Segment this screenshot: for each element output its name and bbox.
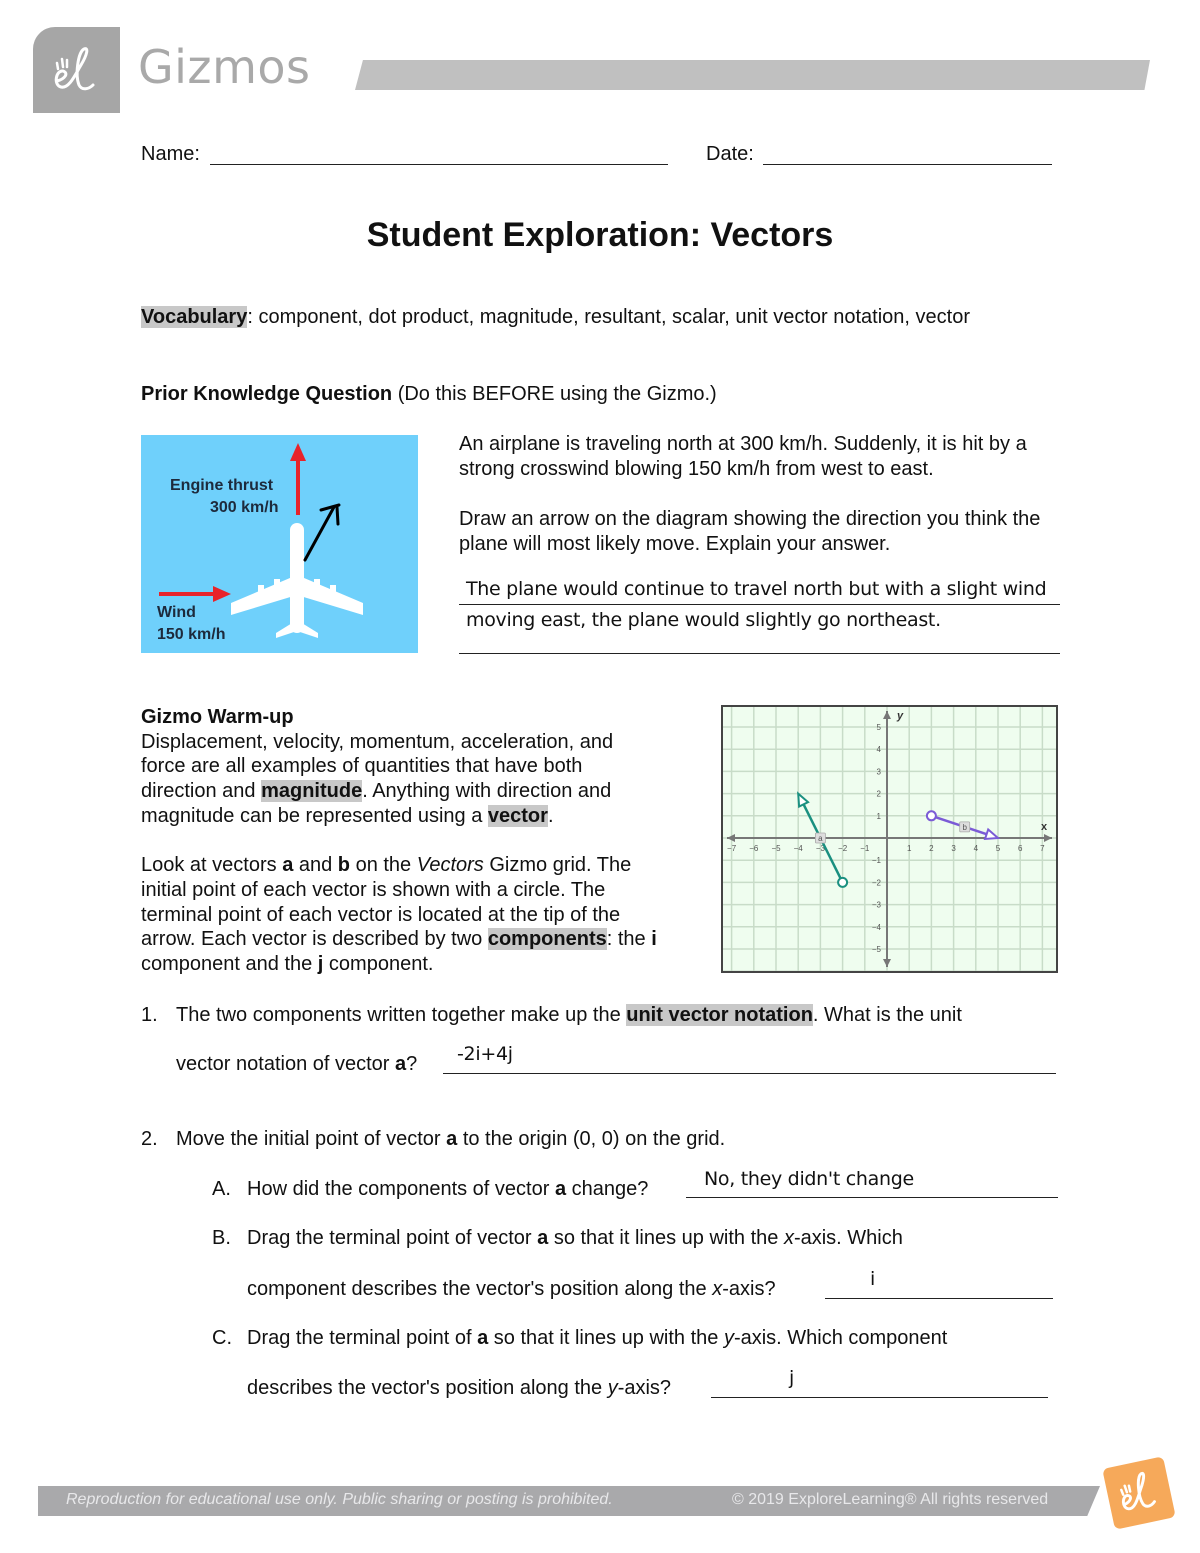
svg-text:Engine thrust: Engine thrust [170,477,274,494]
question-1-text: The two components written together make up the unit vector notation. What is the unit [176,1004,962,1026]
svg-text:6: 6 [1017,844,1023,853]
svg-text:2: 2 [929,844,934,853]
question-2b-answer-field[interactable] [825,1298,1053,1299]
question-2a-answer: No, they didn't change [704,1168,914,1190]
svg-text:−2: −2 [838,844,848,853]
airplane-diagram-svg [141,435,418,653]
svg-text:x: x [1041,821,1048,833]
svg-text:7: 7 [1040,844,1045,853]
question-1-answer: -2i+4j [457,1043,513,1065]
svg-text:−7: −7 [727,844,737,853]
warmup-paragraph-1: Displacement, velocity, momentum, acceleration, and force are all examples of quantities that have both direction and magnitude. Anything with direction and magnitude can be represented using a vector. [141,730,614,827]
question-2b-text-cont: component describes the vector's position along the x-axis? [247,1278,776,1300]
svg-text:−1: −1 [871,856,881,866]
answer-line-2-text: moving east, the plane would slightly go northeast. [466,609,941,631]
question-2a-answer-field[interactable] [686,1197,1058,1198]
footer-notice: Reproduction for educational use only. Public sharing or posting is prohibited. [66,1491,613,1508]
footer-el-logo [1102,1456,1176,1530]
name-field[interactable] [210,164,668,165]
page-title: Student Exploration: Vectors [366,216,834,254]
prior-knowledge-prompt-1: An airplane is traveling north at 300 km/h. Suddenly, it is hit by a strong crosswind blowing 150 km/h from west to east. [459,433,1027,480]
svg-text:5: 5 [995,844,1001,853]
header-bar [355,60,1150,90]
svg-text:−3: −3 [815,844,825,853]
vocabulary-terms: component, dot product, magnitude, resultant, scalar, unit vector notation, vector [258,306,970,328]
question-2b-answer: i [870,1268,875,1290]
explorelearning-logo [33,27,120,113]
vocabulary-line: Vocabulary: component, dot product, magnitude, resultant, scalar, unit vector notation, vector [141,306,970,328]
question-2b-letter: B. [212,1227,231,1249]
svg-text:4: 4 [876,745,881,755]
svg-text:−6: −6 [749,844,759,853]
svg-text:300 km/h: 300 km/h [210,499,279,516]
date-label: Date: [706,143,754,165]
question-2c-answer-field[interactable] [711,1397,1048,1398]
svg-text:−5: −5 [771,844,781,853]
question-2-number: 2. [141,1128,158,1150]
warmup-heading: Gizmo Warm-up [141,706,294,728]
question-2c-answer: j [789,1367,794,1389]
name-label: Name: [141,143,200,165]
question-2-text: Move the initial point of vector a to the origin (0, 0) on the grid. [176,1128,726,1150]
svg-text:−1: −1 [860,844,870,853]
svg-text:2: 2 [876,789,881,799]
airplane-icon [231,523,363,638]
answer-line-1-text: The plane would continue to travel north but with a slight wind [466,578,1047,600]
question-2b-text: Drag the terminal point of vector a so that it lines up with the x-axis. Which [247,1227,903,1249]
vector-graph [723,707,1056,971]
question-2a-text: How did the components of vector a change? [247,1178,649,1200]
brand-name: Gizmos [138,40,311,94]
svg-text:3: 3 [876,767,881,777]
svg-text:5: 5 [876,723,881,732]
question-1-text-cont: vector notation of vector a? [176,1053,418,1075]
prior-knowledge-prompt-2: Draw an arrow on the diagram showing the direction you think the plane will most likely move. Explain your answer. [459,508,1041,555]
date-field[interactable] [763,164,1052,165]
drawn-answer-arrow [305,505,339,560]
prior-knowledge-heading: Prior Knowledge Question (Do this BEFORE using the Gizmo.) [141,383,717,405]
answer-line-1[interactable] [459,604,1060,605]
svg-text:−3: −3 [871,900,881,910]
svg-text:Wind: Wind [157,604,196,621]
el-logo-icon [47,45,107,97]
question-2c-letter: C. [212,1327,232,1349]
svg-text:1: 1 [906,844,912,853]
svg-text:−2: −2 [871,878,881,888]
warmup-paragraph-2: Look at vectors a and b on the Vectors Gizmo grid. The initial point of each vector is shown with a circle. The terminal point of each vector is located at the tip of the arrow. Each vector is described by two components: the i component and the j component. [141,854,657,976]
vocabulary-label: Vocabulary [141,306,248,328]
svg-text:−4: −4 [871,922,881,932]
svg-text:b: b [962,822,967,832]
svg-text:a: a [818,834,823,843]
question-2c-text-cont: describes the vector's position along the y-axis? [247,1377,672,1399]
footer-copyright: © 2019 ExploreLearning® All rights reserved [732,1491,1049,1508]
svg-text:3: 3 [951,844,956,853]
svg-text:−4: −4 [793,844,803,853]
svg-text:150 km/h: 150 km/h [157,626,226,643]
svg-text:−5: −5 [871,945,881,954]
svg-text:1: 1 [876,811,881,821]
vectors-gizmo-grid[interactable] [721,705,1058,973]
question-2a-letter: A. [212,1178,231,1200]
answer-line-2[interactable] [459,653,1060,654]
el-logo-icon [1109,1463,1168,1522]
warmup-section [141,705,701,977]
airplane-diagram [141,435,418,653]
question-1-number: 1. [141,1004,158,1026]
svg-text:y: y [897,710,904,722]
question-1-answer-field[interactable] [443,1073,1056,1074]
question-2c-text: Drag the terminal point of a so that it lines up with the y-axis. Which component [247,1327,948,1349]
svg-text:4: 4 [973,844,979,853]
